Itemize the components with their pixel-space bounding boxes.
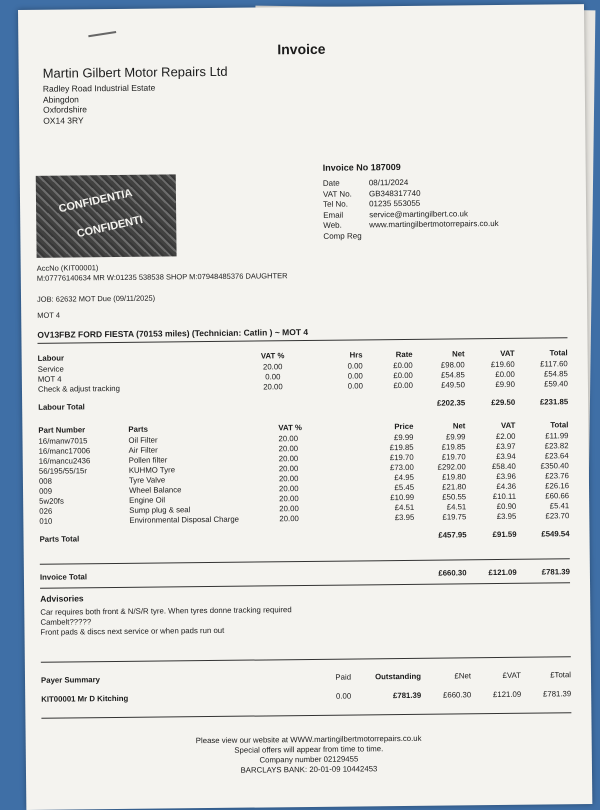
part-desc: Engine Oil: [129, 493, 279, 505]
invoice-number: Invoice No 187009: [323, 162, 401, 173]
part-number: 56/195/55/15r: [39, 465, 129, 476]
labour-hrs: 0.00: [308, 380, 363, 391]
part-vat: £3.95: [466, 511, 516, 522]
labour-total-total: £231.85: [515, 388, 568, 409]
part-number: 008: [39, 475, 129, 486]
part-net: £50.55: [414, 491, 466, 502]
advisories-text: [40, 605, 292, 638]
address-line: OX14 3RY: [43, 114, 156, 126]
payer-vat: £121.09: [471, 681, 521, 700]
labour-desc: MOT 4: [38, 372, 238, 384]
part-vat-rate: 20.00: [279, 443, 334, 454]
divider: [40, 582, 570, 589]
col-header: VAT %: [238, 349, 308, 362]
col-header: Outstanding: [351, 670, 421, 683]
part-number: 009: [39, 485, 129, 496]
part-price: £10.99: [334, 492, 414, 503]
part-price: £5.45: [334, 482, 414, 493]
part-number: 16/mancu2436: [39, 455, 129, 466]
part-total: £23.64: [516, 450, 569, 461]
part-desc: Environmental Disposal Charge: [129, 513, 279, 525]
col-header: Total: [515, 346, 568, 359]
payer-total: £781.39: [521, 680, 571, 699]
payer-outstanding: £781.39: [351, 682, 421, 701]
part-number: 026: [39, 505, 129, 516]
part-total: £26.16: [516, 480, 569, 491]
part-net: £292.00: [414, 461, 466, 472]
col-header: Net: [413, 419, 465, 432]
address-line: Radley Road Industrial Estate: [43, 83, 156, 95]
advisory-line: Front pads & discs next service or when pads run out: [40, 625, 291, 638]
labour-rate: £0.00: [363, 380, 413, 391]
part-desc: Oil Filter: [128, 433, 278, 445]
labour-hrs: 0.00: [308, 360, 363, 371]
part-vat: £58.40: [466, 461, 516, 472]
meta-row: [323, 219, 498, 231]
labour-total-net: £202.35: [413, 389, 465, 410]
part-number: 16/manc17006: [39, 445, 129, 456]
invoice-total-table: [40, 564, 570, 584]
payer-net: £660.30: [421, 681, 471, 700]
footer-line: Special offers will appear from time to time.: [26, 742, 592, 758]
labour-total: £117.60: [515, 358, 568, 369]
divider: [41, 712, 571, 719]
company-name: Martin Gilbert Motor Repairs Ltd: [43, 64, 228, 81]
part-net: £21.80: [414, 481, 466, 492]
part-number: 010: [39, 515, 129, 526]
job-number: JOB: 62632 MOT Due (09/11/2025): [37, 293, 155, 306]
col-header: £Net: [421, 669, 471, 682]
footer: [26, 732, 592, 778]
meta-value: 08/11/2024: [369, 178, 409, 189]
labour-rate: £0.00: [363, 360, 413, 371]
stamp-text: CONFIDENTI: [76, 214, 144, 240]
labour-desc: Service: [38, 362, 238, 374]
part-price: £4.95: [334, 472, 414, 483]
document-title: Invoice: [18, 38, 584, 60]
part-desc: Sump plug & seal: [129, 503, 279, 515]
labour-net: £54.85: [413, 369, 465, 380]
part-vat-rate: 20.00: [278, 433, 333, 444]
stamp-text: CONFIDENTIA: [58, 187, 134, 215]
part-price: £3.95: [334, 512, 414, 523]
part-desc: KUHMO Tyre: [129, 463, 279, 475]
meta-key: VAT No.: [323, 189, 369, 200]
labour-total: £54.85: [515, 368, 568, 379]
col-header: Total: [515, 418, 568, 431]
advisory-line: Car requires both front & N/S/R tyre. When tyres donne tracking required: [40, 605, 291, 618]
part-net: £19.70: [414, 451, 466, 462]
labour-vat: £0.00: [465, 369, 515, 380]
col-header: Paid: [291, 671, 351, 684]
labour-vat-rate: 20.00: [238, 381, 308, 392]
col-header: £VAT: [471, 669, 521, 682]
part-vat: £0.90: [466, 501, 516, 512]
part-vat-rate: 20.00: [279, 513, 334, 524]
col-header: Labour: [38, 350, 238, 364]
account-info: [37, 261, 288, 284]
part-total: £23.82: [516, 440, 569, 451]
labour-total: £59.40: [515, 378, 568, 389]
divider: [40, 558, 570, 565]
labour-table: [38, 346, 569, 414]
meta-key: Web.: [323, 220, 369, 231]
meta-value: service@martingilbert.co.uk: [369, 209, 468, 221]
labour-total-label: Labour Total: [38, 392, 238, 414]
col-header: Net: [413, 347, 465, 360]
part-vat-rate: 20.00: [279, 463, 334, 474]
part-price: £73.00: [334, 462, 414, 473]
invoice-meta: [323, 177, 499, 242]
labour-vat: £19.60: [465, 359, 515, 370]
col-header: VAT: [465, 419, 515, 432]
part-net: £19.85: [414, 441, 466, 452]
confidential-redaction-stamp: [36, 174, 177, 257]
labour-desc: Check & adjust tracking: [38, 382, 238, 394]
invoice-total-total: £781.39: [517, 564, 570, 579]
parts-total-row: [39, 520, 569, 546]
payer-paid: 0.00: [291, 683, 351, 702]
account-number: AccNo (KIT00001): [37, 261, 288, 274]
payer-name: KIT00001 Mr D Kitching: [41, 683, 291, 704]
meta-value: GB348317740: [369, 188, 421, 199]
parts-table: [38, 418, 569, 546]
company-address: [43, 83, 156, 126]
footer-line: BARCLAYS BANK: 20-01-09 10442453: [26, 762, 592, 778]
part-price: £19.70: [334, 452, 414, 463]
meta-key: Date: [323, 178, 369, 189]
part-total: £5.41: [516, 500, 569, 511]
meta-value: 01235 553055: [369, 199, 420, 210]
part-vat: £2.00: [465, 431, 515, 442]
meta-key: Email: [323, 210, 369, 221]
labour-vat-rate: 0.00: [238, 371, 308, 382]
part-desc: Tyre Valve: [129, 473, 279, 485]
part-total: £350.40: [516, 460, 569, 471]
part-net: £19.75: [414, 511, 466, 522]
invoice-total-vat: £121.09: [466, 565, 516, 580]
part-net: £4.51: [414, 501, 466, 512]
invoice-total-net: £660.30: [366, 565, 467, 580]
footer-line: Company number 02129455: [26, 752, 592, 768]
parts-total-total: £549.54: [516, 520, 569, 541]
col-header: Hrs: [308, 348, 363, 361]
vehicle-line: OV13FBZ FORD FIESTA (70153 miles) (Technician: Catlin ) ~ MOT 4: [37, 327, 308, 340]
labour-net: £98.00: [413, 359, 465, 370]
part-number: 16/manw7015: [38, 435, 128, 446]
payer-summary-table: [41, 668, 571, 704]
part-price: £19.85: [334, 442, 414, 453]
part-total: £60.66: [516, 490, 569, 501]
labour-net: £49.50: [413, 379, 465, 390]
col-header: £Total: [521, 668, 571, 681]
part-vat: £3.94: [466, 451, 516, 462]
parts-total-net: £457.95: [414, 521, 466, 542]
part-net: £9.99: [413, 431, 465, 442]
part-total: £11.99: [515, 430, 568, 441]
meta-value: www.martingilbertmotorrepairs.co.uk: [369, 219, 498, 231]
part-vat: £10.11: [466, 491, 516, 502]
divider: [41, 656, 571, 663]
address-line: Abingdon: [43, 93, 156, 105]
invoice-total-label: Invoice Total: [40, 566, 366, 583]
part-net: £19.80: [414, 471, 466, 482]
mot-label: MOT 4: [37, 309, 155, 322]
invoice-total-row: [40, 564, 570, 584]
part-number: 5w20fs: [39, 495, 129, 506]
meta-row: [323, 229, 498, 241]
parts-total-label: Parts Total: [39, 525, 129, 546]
labour-vat: £9.90: [465, 379, 515, 390]
part-vat-rate: 20.00: [279, 493, 334, 504]
part-price: £4.51: [334, 502, 414, 513]
col-header: VAT: [465, 347, 515, 360]
pen-mark: [88, 31, 116, 37]
part-desc: Air Filter: [129, 443, 279, 455]
col-header: VAT %: [278, 421, 333, 434]
labour-vat-rate: 20.00: [238, 361, 308, 372]
payer-summary-title: Payer Summary: [41, 671, 291, 686]
part-vat: £3.96: [466, 471, 516, 482]
col-header: Parts: [128, 421, 278, 435]
labour-hrs: 0.00: [308, 370, 363, 381]
labour-rate: £0.00: [363, 370, 413, 381]
invoice-page: [18, 4, 592, 810]
job-info: [37, 293, 155, 322]
part-vat-rate: 20.00: [279, 473, 334, 484]
labour-total-vat: £29.50: [465, 389, 515, 410]
part-desc: Pollen filter: [129, 453, 279, 465]
part-price: £9.99: [333, 432, 413, 443]
part-total: £23.76: [516, 470, 569, 481]
part-desc: Wheel Balance: [129, 483, 279, 495]
part-total: £23.70: [516, 510, 569, 521]
part-vat-rate: 20.00: [279, 453, 334, 464]
part-vat: £4.36: [466, 481, 516, 492]
part-vat-rate: 20.00: [279, 503, 334, 514]
meta-key: Tel No.: [323, 199, 369, 210]
part-vat: £3.97: [466, 441, 516, 452]
footer-line: Please view our website at WWW.martingilbertmotorrepairs.co.uk: [26, 732, 592, 748]
parts-total-vat: £91.59: [466, 521, 516, 542]
meta-key: Comp Reg: [323, 231, 369, 242]
part-vat-rate: 20.00: [279, 483, 334, 494]
advisory-line: Cambelt?????: [40, 615, 291, 628]
col-header: Part Number: [38, 423, 128, 436]
address-line: Oxfordshire: [43, 104, 156, 116]
col-header: Rate: [363, 348, 413, 361]
advisories-title: Advisories: [40, 593, 84, 603]
col-header: Price: [333, 420, 413, 433]
account-phones: M:07776140634 MR W:01235 538538 SHOP M:07948485376 DAUGHTER: [37, 271, 288, 284]
